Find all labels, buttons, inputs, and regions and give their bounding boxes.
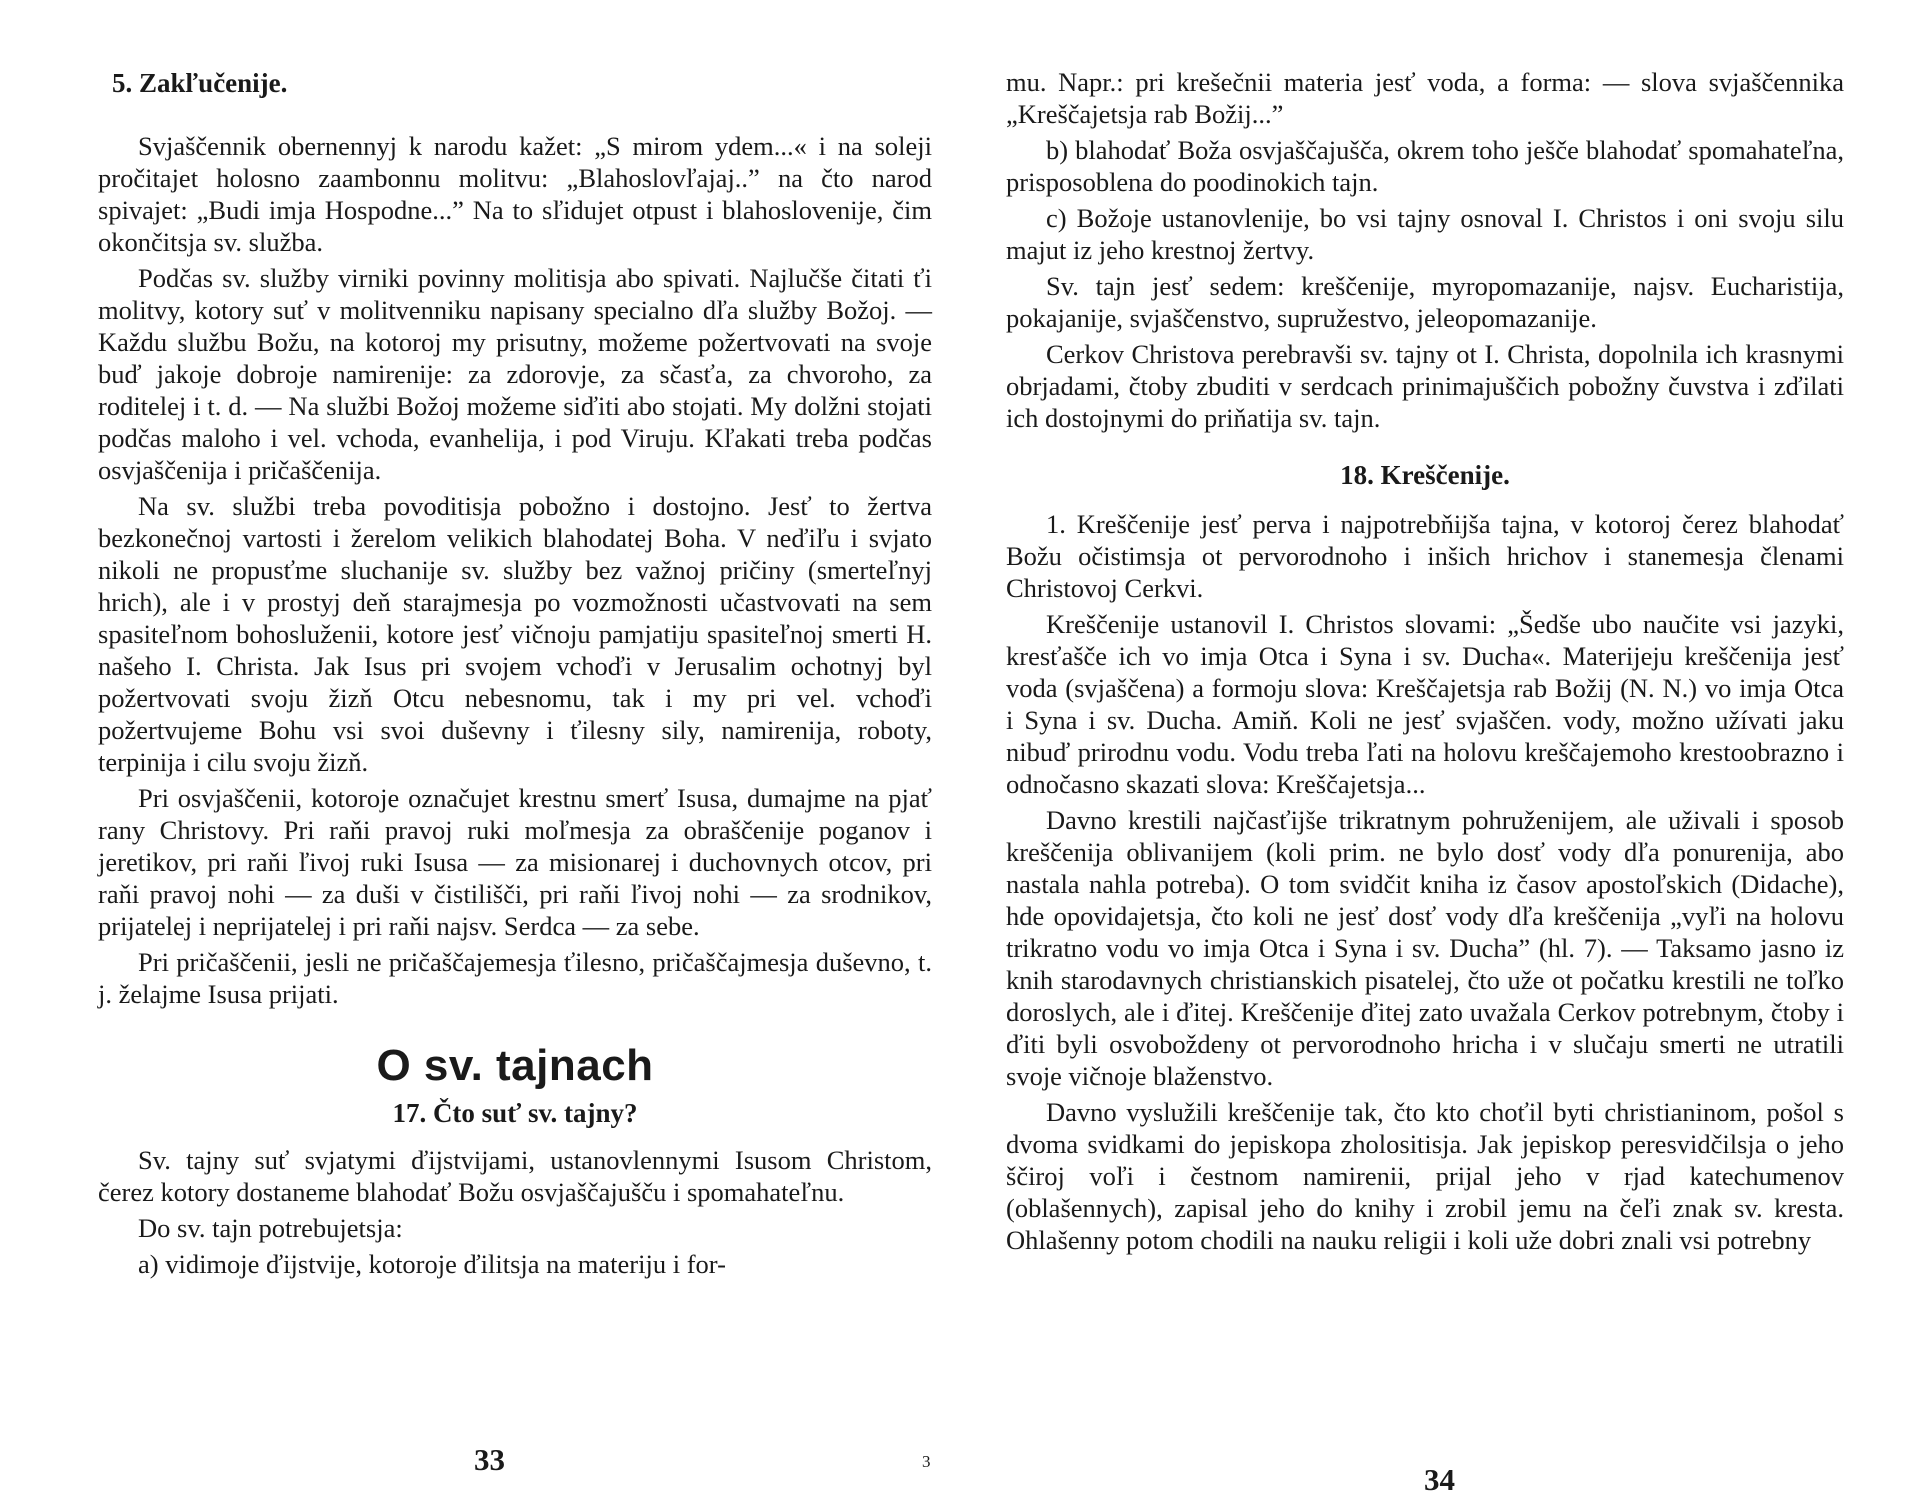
page-number-33: 33 [474, 1442, 505, 1477]
paragraph: Pri pričaščenii, jesli ne pričaščajemesja ťilesno, pričaščajmesja duševno, t. j. želajme Isusa prijati. [98, 947, 932, 1009]
paragraph: Cerkov Christova perebravši sv. tajny ot I. Christa, dopolnila ich krasnymi obrjadami, čtoby zbuditi v serdcach prinimajuščich pobožny čuvstva i zďilati ich dostojnymi do priňatija sv. tajn. [1006, 339, 1844, 433]
page-number-34: 34 [1424, 1462, 1455, 1497]
paragraph: Sv. tajn jesť sedem: kreščenije, myropomazanije, najsv. Eucharistija, pokajanije, svjaščenstvo, supružestvo, jeleopomazanije. [1006, 271, 1844, 333]
right-page [956, 0, 1912, 1500]
sheet-number: 3 [922, 1452, 931, 1471]
paragraph: Do sv. tajn potrebujetsja: [138, 1213, 403, 1243]
paragraph: 1. Kreščenije jesť perva i najpotrebňijša tajna, v kotoroj čerez blahodať Božu očistimsja ot pervorodnoho i inšich hrichov i stanemesja členami Christovoj Cerkvi. [1006, 509, 1844, 603]
paragraph: Na sv. službi treba povoditisja pobožno i dostojno. Jesť to žertva bezkonečnoj vartosti i žerelom velikich blahodatej Boha. V neďiľu i svjato nikoli ne propusťme sluchanije sv. služby bez važnoj pričiny (smerteľnyj hrich), ale i v prostyj deň starajmesja po vozmožnosti učastvovati na sem spasiteľnom bohosluženii, kotore jesť vičnoju pamjatiju spasiteľnoj smerti H. našeho I. Christa. Jak Isus pri svojem vchoďi v Jerusalim ochotnyj byl požertvovati svoju žizň Otcu nebesnomu, tak i my pri vel. vchoďi požertvujeme Bohu vsi svoi duševny i ťilesny sily, namirenija, roboty, terpinija i cilu svoju žizň. [98, 491, 932, 777]
subheading-18: 18. Kreščenije. [1340, 460, 1510, 490]
paragraph: a) vidimoje ďijstvije, kotoroje ďilitsja na materiju i for- [138, 1249, 726, 1279]
paragraph: mu. Napr.: pri krešečnii materia jesť voda, a forma: — slova svjaščennika „Kreščajetsja rab Božij...” [1006, 67, 1844, 129]
left-column [98, 66, 932, 1284]
heading-zakluchenije: 5. Zakľučenije. [112, 68, 288, 98]
subheading-17: 17. Čto suť sv. tajny? [392, 1098, 638, 1128]
right-column [1006, 66, 1844, 1260]
paragraph: Svjaščennik obernennyj k narodu kažet: „S mirom ydem...« i na soleji pročitajet holosno zaambonnu molitvu: „Blahoslovľajaj..” na čto narod spivajet: „Budi imja Hospodne...” Na to sľidujet otpust i blahoslovenije, čim okončitsja sv. služba. [98, 131, 932, 257]
paragraph: b) blahodať Boža osvjaščajušča, okrem toho ješče blahodať spomahateľna, prisposoblena do poodinokich tajn. [1006, 135, 1844, 197]
paragraph: Davno vyslužili kreščenije tak, čto kto choťil byti christianinom, pošol s dvoma svidkami do jepiskopa zholositisja. Jak jepiskop peresvidčilsja o jeho ščiroj voľi i čestnom namirenii, prijal jeho v rjad katechumenov (oblašennych), zapisal jeho do knihy i zrobil jemu na čeľi znak sv. kresta. Ohlašenny potom chodili na nauku religii i koli uže dobri znali vsi potrebny [1006, 1097, 1844, 1255]
paragraph: Podčas sv. služby virniki povinny molitisja abo spivati. Najlučše čitati ťi molitvy, kotory suť v molitvenniku napisany specialno dľa služby Božoj. — Každu službu Božu, na kotoroj my prisutny, možeme požertvovati na svoje buď jakoje dobroje namirenije: za zdorovje, za sčasťa, za chvoroho, za roditelej i t. d. — Na službi Božoj možeme siďiti abo stojati. My dolžni stojati podčas maloho i vel. vchoda, evanhelija, i pod Viruju. Kľakati treba podčas osvjaščenija i pričaščenija. [98, 263, 932, 485]
spacer [1006, 438, 1844, 458]
paragraph: Davno krestili najčasťijše trikratnym pohruženijem, ale uživali i sposob kreščenija oblivanijem (koli prim. ne bylo dosť vody dľa ponurenija, abo nastala nahla potreba). O tom svidčit kniha iz časov apostoľskich (Didache), hde opovidajetsja, čto koli ne jesť dosť vody dľa kreščenija „vyľi na holovu trikratno vodu vo imja Otca i Syna i sv. Ducha” (hl. 7). — Taksamo jasno iz knih starodavnych christianskich pisatelej, čto uže ot počatku krestili ne toľko doroslych, ale i ďitej. Kreščenije ďitej zato uvažala Cerkov potrebnym, čtoby i ďiti byli osvoboždeny ot pervorodnoho hricha i v slučaju smerti ne utratili svoje vičnoje blaženstvo. [1006, 805, 1844, 1091]
paragraph: Kreščenije ustanovil I. Christos slovami: „Šedše ubo naučite vsi jazyki, kresťašče ich vo imja Otca i Syna i sv. Ducha«. Materijeju kreščenija jesť voda (svjaščena) a formoju slova: Kreščajetsja rab Božij (N. N.) vo imja Otca i Syna i sv. Ducha. Amiň. Koli ne jesť svjaščen. vody, možno užívati jaku nibuď prirodnu vodu. Vodu treba ľati na holovu kreščajemoho krestoobrazno i odnočasno skazati slova: Kreščajetsja... [1006, 609, 1844, 799]
paragraph: c) Božoje ustanovlenije, bo vsi tajny osnoval I. Christos i oni svoju silu majut iz jeho krestnoj žertvy. [1006, 203, 1844, 265]
section-title: O sv. tajnach [376, 1041, 654, 1090]
paragraph: Pri osvjaščenii, kotoroje označujet krestnu smerť Isusa, dumajme na pjať rany Christovy. Pri raňi pravoj ruki moľmesja za obraščenije poganov i jeretikov, pri raňi ľivoj ruki Isusa — za misionarej i duchovnych otcov, pri raňi pravoj nohi — za duši v čistilišči, pri raňi ľivoj nohi — za srodnikov, prijatelej i neprijatelej i pri raňi najsv. Serdca — za sebe. [98, 783, 932, 941]
paragraph: Sv. tajny suť svjatymi ďijstvijami, ustanovlennymi Isusom Christom, čerez kotory dostaneme blahodať Božu osvjaščajušču i spomahateľnu. [98, 1145, 932, 1207]
